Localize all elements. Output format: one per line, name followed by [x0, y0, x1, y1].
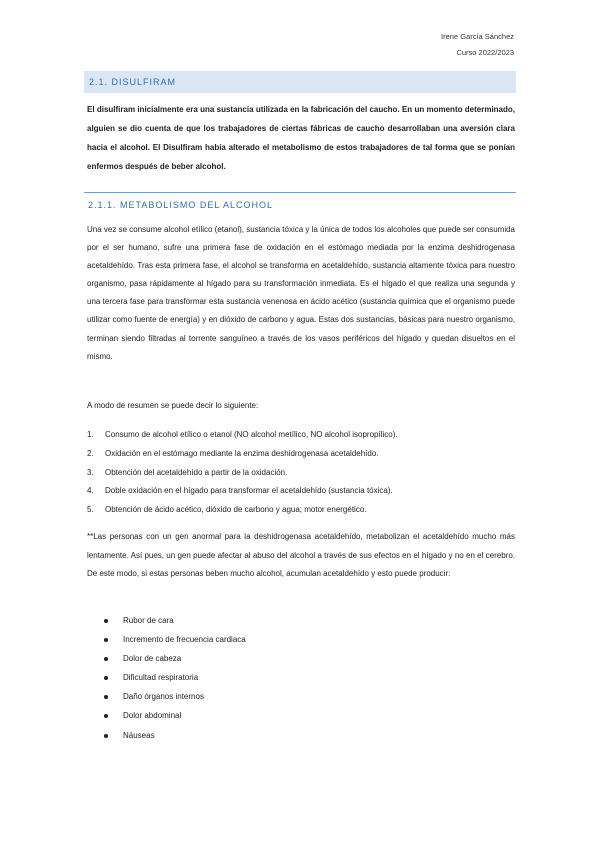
list-item: [87, 482, 515, 501]
list-item: [104, 649, 246, 668]
bullet-icon: [104, 638, 108, 642]
list-number: 4.: [87, 486, 94, 496]
list-item: [87, 426, 515, 445]
list-item: [87, 464, 515, 483]
bullet-icon: [104, 714, 108, 718]
list-item: [104, 706, 246, 725]
list-item-text: Consumo de alcohol etílico o etanol (NO alcohol metílico, NO alcohol isopropílico).: [105, 430, 398, 439]
bullet-icon: [104, 676, 108, 680]
list-item: [104, 611, 246, 630]
page-header: [441, 29, 514, 61]
list-item-text: Náuseas: [123, 730, 155, 740]
author-name: Irene García Sánchez: [441, 32, 514, 41]
bullet-icon: [104, 619, 108, 623]
list-item-text: Oxidación en el estómago mediante la enzima deshidrogenasa acetaldehído.: [105, 448, 379, 458]
list-item-text: Obtención del acetaldehído a partir de la oxidación.: [105, 467, 288, 477]
subsection-heading-metabolismo: 2.1.1. METABOLISMO DEL ALCOHOL: [84, 192, 516, 216]
list-item: [104, 687, 246, 706]
list-item: [87, 445, 515, 464]
list-number: 1.: [87, 430, 94, 439]
section-heading-disulfiram: 2.1. DISULFIRAM: [84, 71, 516, 93]
bullet-icon: [104, 734, 108, 738]
list-number: 5.: [87, 505, 94, 515]
summary-intro: A modo de resumen se puede decir lo siguiente:: [87, 401, 259, 410]
list-item-text: Rubor de cara: [123, 616, 174, 625]
list-item: [87, 501, 515, 520]
list-item-text: Dificultad respiratoria: [123, 673, 199, 683]
list-item: [104, 630, 246, 649]
list-item-text: Daño órganos internos: [123, 692, 204, 702]
list-item-text: Obtención de ácido acético, dióxido de carbono y agua; motor energético.: [105, 505, 367, 515]
gene-note-paragraph: **Las personas con un gen anormal para la deshidrogenasa acetaldehído, metabolizan el acetaldehído mucho más lentamente. Así pues, un gen puede afectar al abuso del alcohol a través de sus efectos en el hígado y no en el cerebro. De este modo, si estas personas beben mucho alcohol, acumulan acetaldehído y esto puede producir:: [87, 532, 515, 578]
list-item-text: Dolor de cabeza: [123, 654, 182, 664]
course-year: Curso 2022/2023: [456, 48, 514, 57]
list-number: 2.: [87, 448, 94, 458]
list-number: 3.: [87, 467, 94, 477]
list-item-text: Incremento de frecuencia cardiaca: [123, 635, 246, 645]
list-item: [104, 668, 246, 687]
bullet-icon: [104, 657, 108, 661]
list-item: [104, 726, 246, 745]
metabolism-paragraph: Una vez se consume alcohol etílico (etanol), sustancia tóxica y la única de todos los alcoholes que puede ser consumida por el ser humano, sufre una primera fase de oxidación en el estómago mediada por la enzima deshidrogenasa acetaldehído. Tras esta primera fase, el alcohol se transforma en acetaldehído, sustancia altamente tóxica para nuestro organismo, pasa rápidamente al hígado para su transformación inmediata. Es el hígado el que realiza una segunda y una tercera fase para transformar esta sustancia venenosa en ácido acético (sustancia química que el organismo puede utilizar como fuente de energía) y en dióxido de carbono y agua. Estas dos sustancias, básicas para nuestro organismo, terminan siendo filtradas al torrente sanguíneo a través de los vasos periféricos del hígado y quedan disueltos en el mismo.: [87, 225, 515, 361]
list-item-text: Dolor abdominal: [123, 711, 182, 721]
metabolism-steps-list: [87, 426, 515, 520]
disulfiram-paragraph: El disulfiram inicialmente era una sustancia utilizada en la fabricación del caucho. En un momento determinado, alguien se dio cuenta de que los trabajadores de ciertas fábricas de caucho desarrollaban una aversión clara hacia el alcohol. El Disulfiram había alterado el metabolismo de estos trabajadores de tal forma que se ponían enfermos después de beber alcohol.: [87, 105, 515, 171]
list-item-text: Doble oxidación en el hígado para transformar el acetaldehído (sustancia tóxica).: [105, 486, 393, 496]
bullet-icon: [104, 695, 108, 699]
symptoms-list: [104, 611, 246, 745]
